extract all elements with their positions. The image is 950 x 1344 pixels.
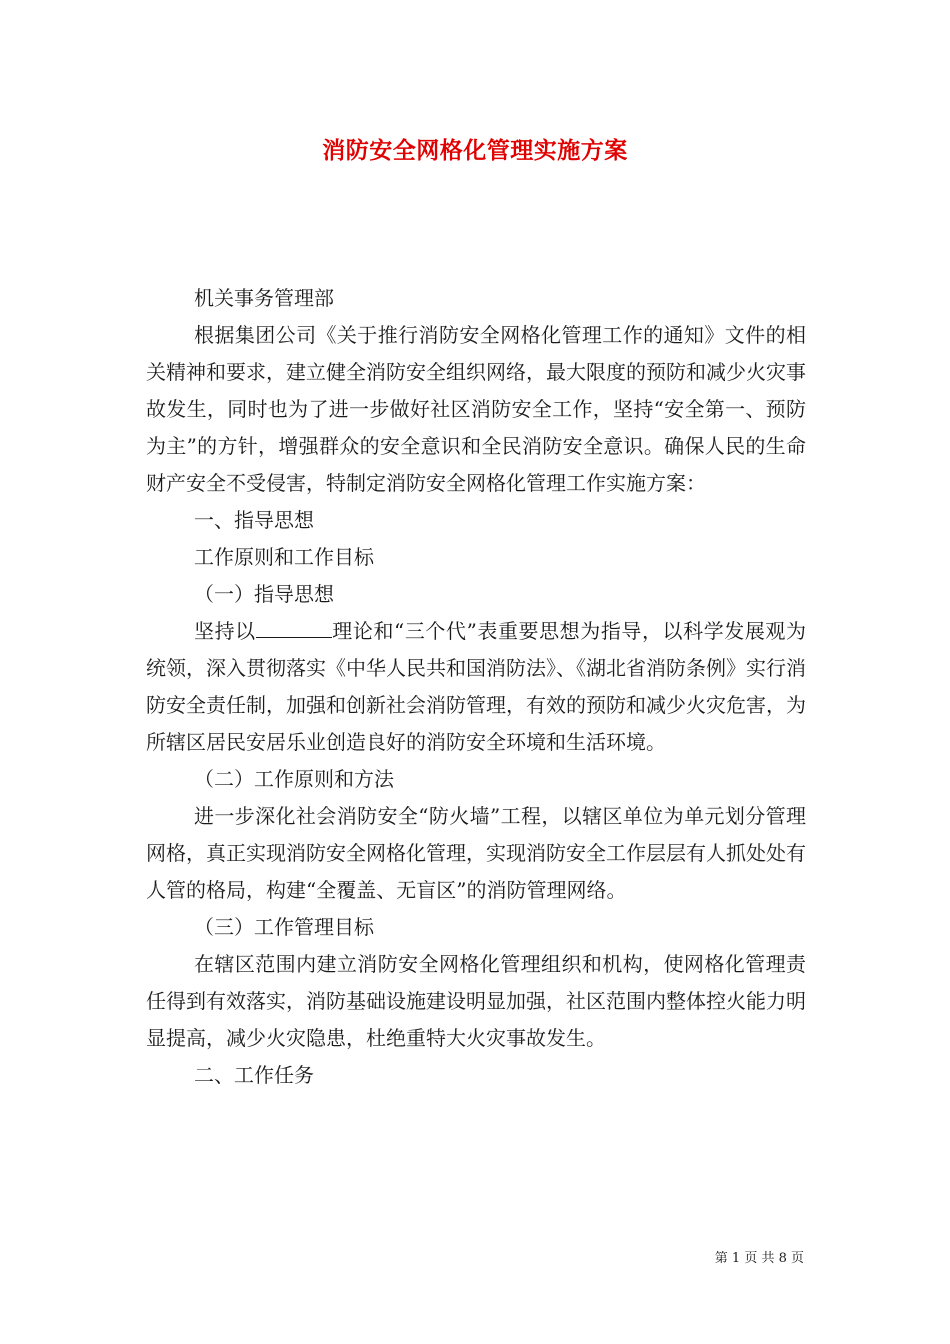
department-line: 机关事务管理部 [194, 286, 334, 310]
intro-paragraph: 根据集团公司《关于推行消防安全网格化管理工作的通知》文件的相关精神和要求，建立健全消防安全组织网络，最大限度的预防和减少火灾事故发生，同时也为了进一步做好社区消防安全工作，坚持“安全第一、预防为主”的方针，增强群众的安全意识和全民消防安全意识。确保人民的生命财产安全不受侵害，特制定消防安全网格化管理工作实施方案： [146, 323, 806, 495]
subsection-1-paragraph [146, 613, 806, 761]
subsection-1-text-start: 坚持以 [194, 619, 256, 643]
subsection-3-heading: （三）工作管理目标 [194, 915, 374, 939]
subsection-1-heading: （一）指导思想 [194, 582, 334, 606]
subsection-2-heading: （二）工作原则和方法 [194, 767, 394, 791]
section-1-heading: 一、指导思想 [194, 508, 314, 532]
section-1-subheading: 工作原则和工作目标 [194, 545, 374, 569]
document-title: 消防安全网格化管理实施方案 [322, 137, 628, 164]
page-number: 第 1 页 共 8 页 [714, 1251, 804, 1266]
subsection-2-paragraph: 进一步深化社会消防安全“防火墙”工程，以辖区单位为单元划分管理网格，真正实现消防安全网格化管理，实现消防安全工作层层有人抓处处有人管的格局，构建“全覆盖、无盲区”的消防管理网络。 [146, 804, 806, 902]
subsection-1-text-rest: 理论和“三个代”表重要思想为指导，以科学发展观为统领，深入贯彻落实《中华人民共和国消防法》、《湖北省消防条例》实行消防安全责任制，加强和创新社会消防管理，有效的预防和减少火灾危害，为所辖区居民安居乐业创造良好的消防安全环境和生活环境。 [146, 619, 807, 754]
section-2-heading: 二、工作任务 [194, 1063, 314, 1087]
subsection-3-paragraph: 在辖区范围内建立消防安全网格化管理组织和机构，使网格化管理责任得到有效落实，消防基础设施建设明显加强，社区范围内整体控火能力明显提高，减少火灾隐患，杜绝重特大火灾事故发生。 [146, 952, 806, 1050]
fill-in-blank [256, 617, 332, 638]
document-body [146, 280, 806, 1094]
